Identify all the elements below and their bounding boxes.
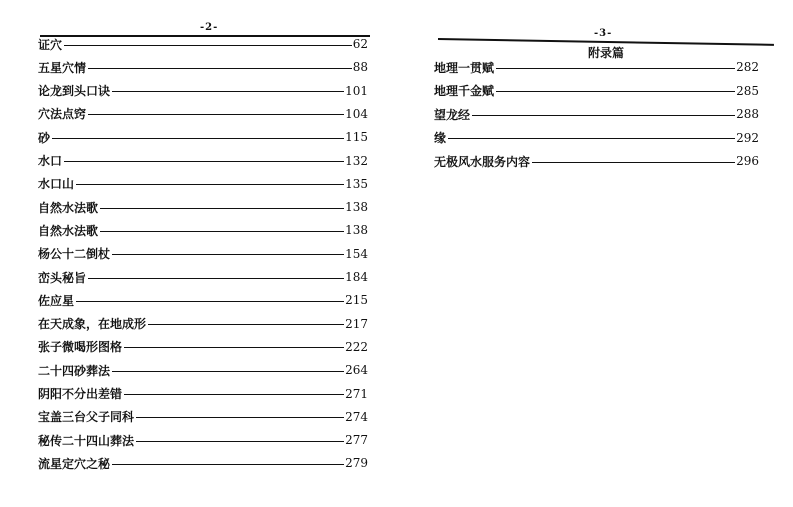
- toc-entry-title: 阴阳不分出差错: [38, 387, 123, 401]
- toc-entry: [434, 128, 759, 148]
- toc-leader-line: [52, 138, 344, 139]
- toc-entry-title: 杨公十二倒杖: [38, 247, 111, 262]
- toc-entry: [38, 81, 368, 101]
- toc-leader-line: [76, 301, 344, 302]
- toc-leader-line: [532, 162, 735, 163]
- toc-entry-page: 88: [352, 60, 368, 75]
- toc-entry-page: 154: [345, 246, 368, 261]
- toc-entry-page: 282: [736, 60, 759, 74]
- toc-leader-line: [112, 371, 344, 372]
- toc-entry-page: 217: [345, 316, 368, 331]
- toc-entry-title: 峦头秘旨: [38, 270, 87, 285]
- toc-entry-page: 271: [345, 386, 368, 401]
- toc-entry-page: 138: [345, 200, 368, 215]
- toc-leader-line: [448, 138, 735, 139]
- toc-entry: [38, 453, 368, 473]
- left-page: [0, 0, 395, 507]
- toc-entry-title: 论龙到头口诀: [38, 84, 111, 99]
- toc-leader-line: [112, 91, 344, 92]
- toc-entry-title: 水口: [38, 154, 63, 168]
- page-number: -3-: [594, 28, 613, 39]
- toc-leader-line: [64, 45, 352, 46]
- toc-entry-page: 296: [736, 154, 759, 168]
- toc-leader-line: [496, 68, 735, 69]
- toc-entry: [38, 151, 368, 171]
- toc-entry: [38, 407, 368, 427]
- toc-entry-page: 215: [345, 293, 368, 308]
- toc-leader-line: [112, 254, 344, 255]
- toc-entry-title: 自然水法歌: [38, 223, 99, 238]
- toc-entry-title: 张子微喝形图格: [38, 340, 123, 355]
- toc-leader-line: [112, 464, 344, 465]
- toc-entry: [38, 290, 368, 310]
- toc-entry: [38, 127, 368, 147]
- toc-entry-title: 水口山: [38, 177, 75, 192]
- toc-entry-page: 132: [345, 153, 368, 168]
- toc-leader-line: [496, 91, 735, 92]
- toc-entry-page: 285: [736, 83, 759, 98]
- toc-entry: [38, 360, 368, 380]
- toc-entry-page: 115: [345, 130, 368, 145]
- toc-entry-page: 279: [345, 456, 368, 471]
- toc-entry-title: 砂: [38, 130, 51, 145]
- toc-leader-line: [472, 115, 735, 116]
- toc-entry-page: 264: [345, 363, 368, 378]
- toc-entry-page: 274: [345, 409, 368, 424]
- toc-entry: [38, 34, 368, 54]
- toc-entry: [38, 430, 368, 450]
- toc-leader-line: [148, 324, 344, 325]
- toc-leader-line: [88, 278, 344, 279]
- toc-entry-title: 宝盖三台父子同科: [38, 410, 135, 425]
- toc-entry-title: 望龙经: [434, 107, 471, 122]
- toc-entry-page: 138: [345, 223, 368, 238]
- right-page: [398, 0, 793, 507]
- toc-entry-title: 穴法点窍: [38, 107, 87, 122]
- page-number: -2-: [200, 22, 219, 33]
- toc-entry: [434, 151, 759, 171]
- toc-entry: [38, 197, 368, 217]
- toc-leader-line: [88, 114, 344, 115]
- toc-entry-title: 佐应星: [38, 293, 75, 308]
- toc-entry-page: 277: [345, 433, 368, 448]
- toc-leader-line: [76, 184, 344, 185]
- toc-leader-line: [100, 208, 344, 209]
- toc-entry-title: 地理一贯赋: [434, 60, 495, 75]
- toc-entry-title: 证穴: [38, 37, 63, 52]
- toc-entry-title: 无极风水服务内容: [434, 154, 531, 169]
- toc-entry-title: 五星穴情: [38, 60, 87, 75]
- toc-entry: [434, 81, 759, 101]
- toc-entry-page: 135: [345, 176, 368, 191]
- toc-leader-line: [136, 441, 344, 442]
- toc-entry-page: 104: [345, 106, 368, 121]
- toc-entry-title: 地理千金赋: [434, 84, 495, 98]
- toc-entry-title: 缘: [434, 131, 447, 145]
- toc-entry: [38, 314, 368, 334]
- toc-entry: [38, 267, 368, 287]
- toc-entry-page: 222: [345, 339, 368, 354]
- toc-entry: [38, 104, 368, 124]
- toc-entry: [434, 57, 759, 77]
- toc-entry: [38, 384, 368, 404]
- toc-entry-title: 流星定穴之秘: [38, 456, 111, 471]
- toc-entry: [38, 244, 368, 264]
- toc-entry: [38, 57, 368, 77]
- toc-entry-page: 184: [345, 270, 368, 284]
- toc-entry-page: 288: [736, 107, 759, 121]
- toc-leader-line: [124, 347, 344, 348]
- toc-leader-line: [88, 68, 352, 69]
- toc-entry-page: 101: [345, 83, 368, 98]
- toc-entry: [434, 104, 759, 124]
- toc-leader-line: [64, 161, 344, 162]
- toc-entry-title: 在天成象，在地成形: [38, 317, 147, 332]
- toc-leader-line: [100, 231, 344, 232]
- toc-entry: [38, 337, 368, 357]
- toc-entry-page: 62: [352, 37, 368, 51]
- toc-entry-title: 二十四砂葬法: [38, 363, 111, 378]
- toc-entry: [38, 174, 368, 194]
- toc-entry-title: 自然水法歌: [38, 200, 99, 215]
- toc-leader-line: [124, 394, 344, 395]
- section-title: 附录篇: [588, 46, 625, 60]
- toc-entry-title: 秘传二十四山葬法: [38, 433, 135, 448]
- toc-entry-page: 292: [736, 130, 759, 145]
- toc-entry: [38, 220, 368, 240]
- toc-leader-line: [136, 417, 344, 418]
